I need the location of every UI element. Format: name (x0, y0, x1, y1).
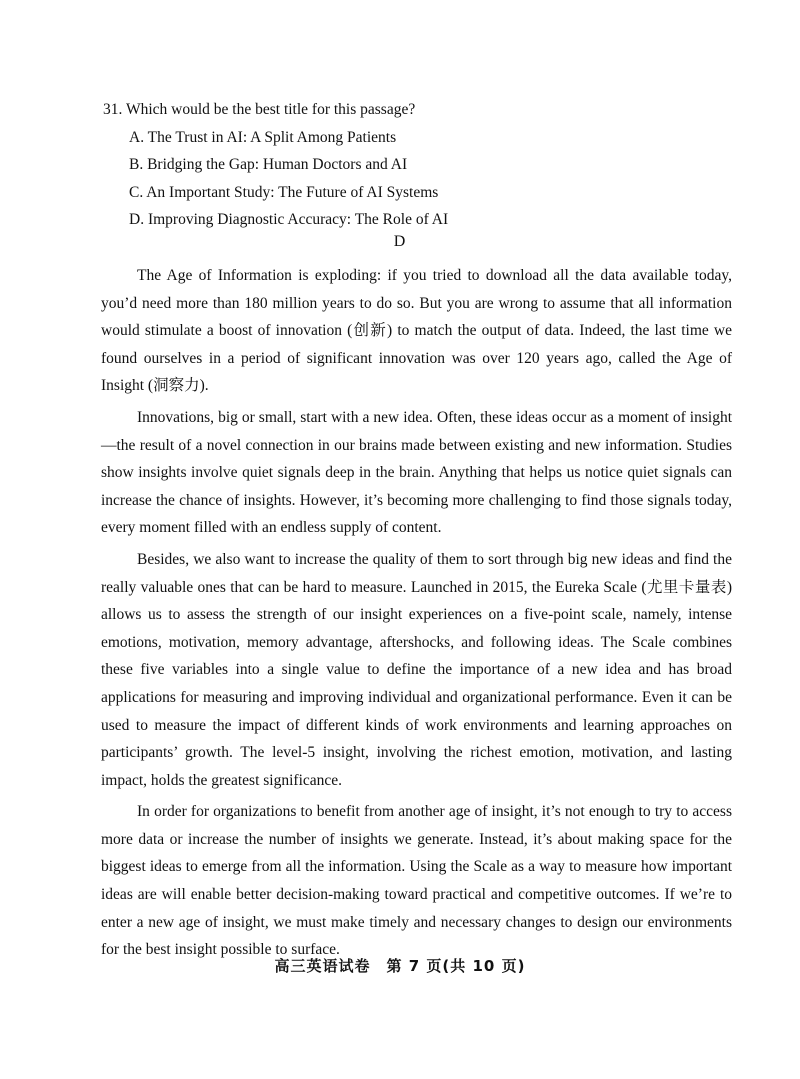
reading-passage (101, 262, 732, 964)
passage-paragraph-3: Besides, we also want to increase the quality of them to sort through big new ideas and find the really valuable ones that can be hard to measure. Launched in 2015, the Eureka Scale (尤里卡量表) allows us to assess the strength of our insight experiences on a five-point scale, namely, intense emotions, motivation, memory advantage, aftershocks, and following ideas. The Scale combines these five variables into a single value to define the importance of a new idea and has broad applications for measuring and improving individual and organizational performance. Even it can be used to measure the impact of different kinds of work environments and learning approaches on participants’ growth. The level-5 insight, involving the richest emotion, motivation, and lasting impact, holds the greatest significance. (101, 550, 732, 789)
page-footer: 高三英语试卷 第 7 页(共 10 页) (274, 957, 526, 975)
option-d: D. Improving Diagnostic Accuracy: The Role of AI (129, 211, 449, 228)
passage-paragraph-2: Innovations, big or small, start with a new idea. Often, these ideas occur as a moment of insight—the result of a novel connection in our brains made between existing and new information. Studies show insights involve quiet signals deep in the brain. Anything that helps us notice quiet signals can increase the chance of insights. However, it’s becoming more challenging to find those signals today, every moment filled with an endless supply of content. (101, 408, 732, 537)
passage-paragraph-1: The Age of Information is exploding: if you tried to download all the data available today, you’d need more than 180 million years to do so. But you are wrong to assume that all information would stimulate a boost of innovation (创新) to match the output of data. Indeed, the last time we found ourselves in a period of significant innovation was over 120 years ago, called the Age of Insight (洞察力). (101, 267, 732, 395)
question-31 (103, 96, 743, 234)
option-a: A. The Trust in AI: A Split Among Patients (129, 128, 397, 146)
question-stem: 31. Which would be the best title for this passage? (103, 101, 416, 118)
option-b: B. Bridging the Gap: Human Doctors and AI (129, 156, 408, 173)
passage-paragraph-4: In order for organizations to benefit from another age of insight, it’s not enough to try to access more data or increase the number of insights we generate. Instead, it’s about making space for the biggest ideas to emerge from all the information. Using the Scale as a way to measure how important ideas are will enable better decision-making toward practical and competitive outcomes. If we’re to enter a new age of insight, we must make timely and necessary changes to design our environments for the best insight possible to surface. (101, 803, 732, 959)
section-heading: D (393, 233, 407, 250)
option-c: C. An Important Study: The Future of AI Systems (129, 183, 439, 201)
